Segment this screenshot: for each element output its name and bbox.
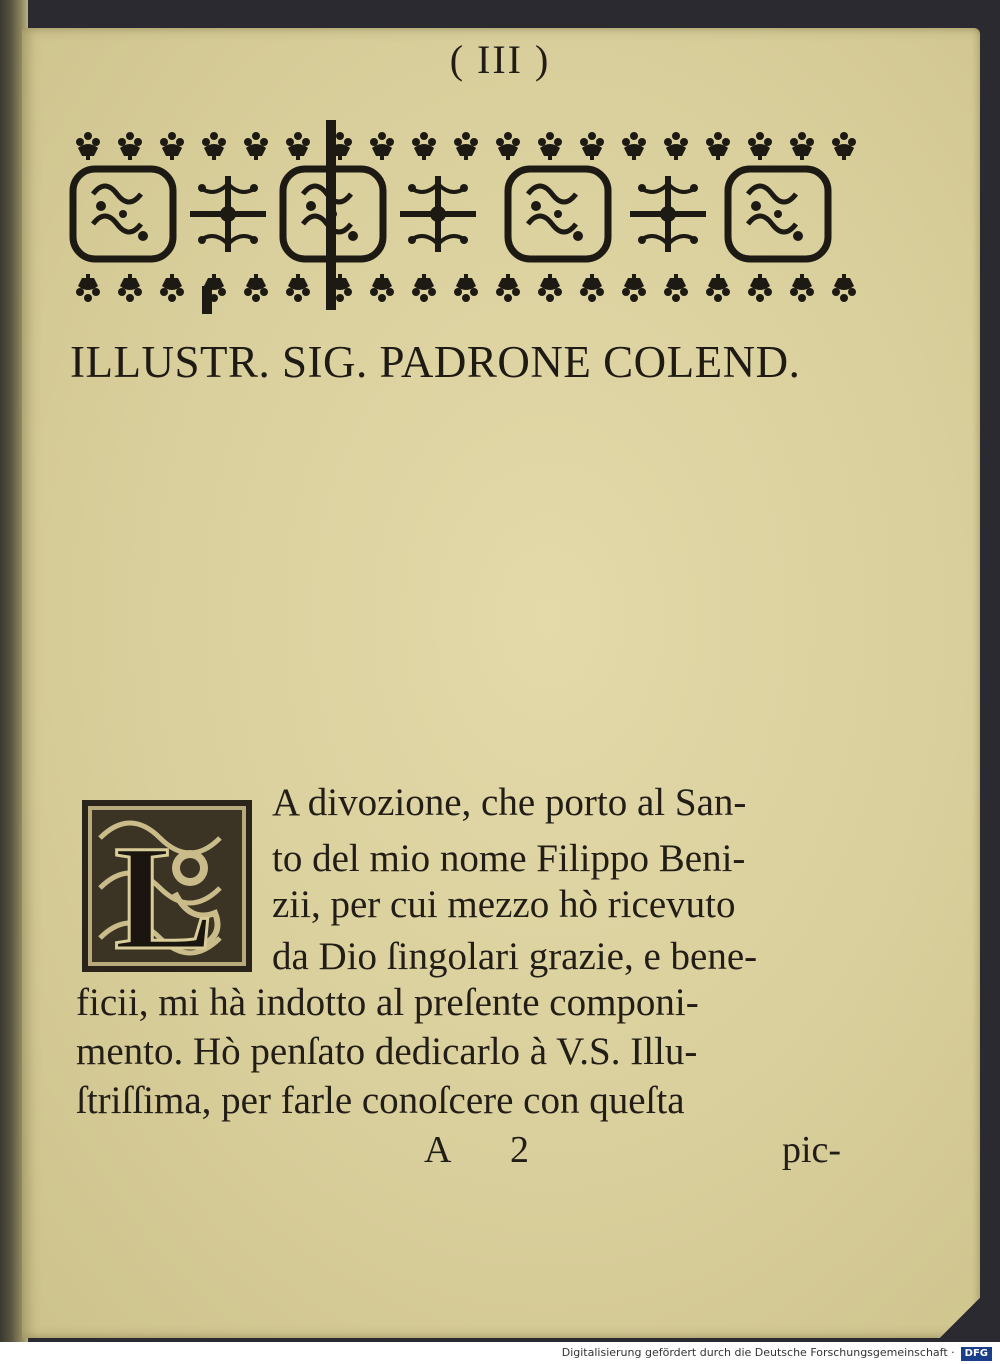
funding-credit: Digitalisierung gefördert durch die Deutsche Forschungsgemeinschaft · bbox=[561, 1346, 955, 1359]
body-line-3: zii, per cui mezzo hò ricevuto bbox=[272, 883, 736, 926]
ornamental-headpiece bbox=[68, 114, 868, 314]
page-number: ( III ) bbox=[449, 37, 551, 82]
dedication-heading: ILLUSTR. SIG. PADRONE COLEND. bbox=[70, 337, 801, 387]
catchword: pic- bbox=[782, 1129, 842, 1171]
headpiece-ornament-svg bbox=[68, 114, 868, 314]
signature-mark-number: 2 bbox=[510, 1129, 529, 1171]
woodcut-initial-icon bbox=[80, 798, 254, 974]
drop-cap-initial bbox=[80, 798, 254, 974]
body-line-4: da Dio ſingolari grazie, e bene- bbox=[272, 935, 758, 978]
body-line-5: ficii, mi hà indotto al preſente componi- bbox=[76, 981, 699, 1024]
torn-corner bbox=[940, 1298, 980, 1338]
body-line-2: to del mio nome Filippo Beni- bbox=[272, 837, 746, 880]
signature-mark-letter: A bbox=[424, 1129, 452, 1171]
digitization-footer bbox=[0, 1342, 1000, 1364]
show-through-text bbox=[60, 430, 860, 750]
body-line-6: mento. Hò penſato dedicarlo à V.S. Illu- bbox=[76, 1030, 698, 1073]
drop-cap-letter: L bbox=[114, 815, 215, 974]
body-line-7: ſtriſſima, per farle conoſcere con queſta bbox=[76, 1079, 685, 1122]
dfg-logo-icon[interactable]: DFG bbox=[961, 1347, 992, 1361]
body-line-1: A divozione, che porto al San- bbox=[272, 781, 747, 824]
